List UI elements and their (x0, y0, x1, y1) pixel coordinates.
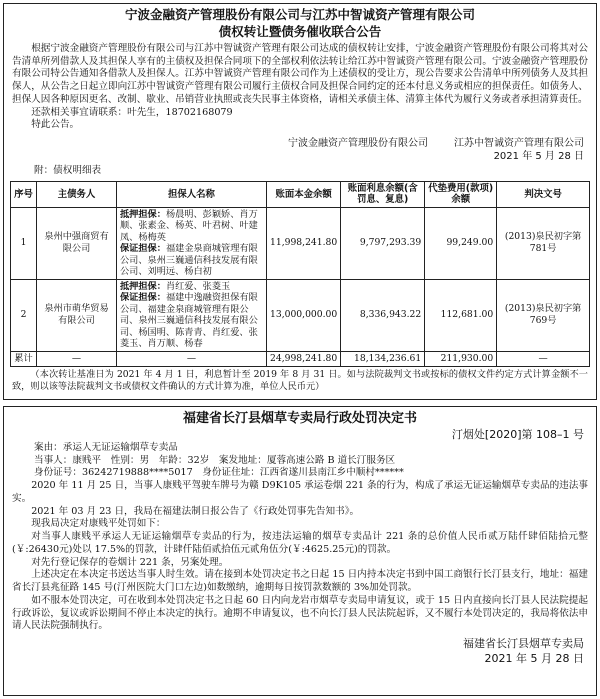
signer-ningbo: 宁波金融资产管理股份有限公司 (288, 138, 428, 149)
row-debtor: 泉州市萌华贸易有限公司 (37, 279, 117, 351)
header-interest: 账面利息余额(含罚息、复息) (341, 182, 425, 208)
table-row (11, 279, 590, 351)
row-judgment: (2013)泉民初字第781号 (497, 207, 590, 279)
table-footnote: （本次转让基准日为 2021 年 4 月 1 日，利息暂计至 2019 年 8 月 31 日。如与法院裁判文书或按标的债权文件约定方式计算金额不一致，则以该等法院裁判文书或债权文件确认的方式计算为准，单位人民币元） (12, 368, 588, 392)
notice2-para-facts: 2020 年 11 月 25 日，当事人康贱平驾驶车牌号为赣 D9K105 承运卷烟 221 条的行为，构成了承运无证运输烟草专卖品的违法事实。 (12, 480, 588, 504)
total-label: 累计 (11, 351, 37, 366)
appendix-label: 附：债权明细表 (34, 165, 102, 177)
total-dash: — (117, 351, 267, 366)
table-row (11, 207, 590, 279)
notice2-doc-number: 汀烟处[2020]第 108–1 号 (451, 427, 584, 441)
notice1-contact: 还款相关事宜请联系：叶先生，18702168079 (31, 106, 233, 118)
notice1-date: 2021 年 5 月 28 日 (493, 151, 584, 163)
total-interest: 18,134,236.61 (341, 351, 425, 366)
case-cause: 案由：承运人无证运输烟草专卖品 (34, 442, 178, 454)
guarantee-label: 保证担保： (120, 292, 166, 304)
party-id-info: 身份证号：36242719888****5017 身份证住址：江西省遂川县南江乡中顺村****** (34, 467, 404, 479)
total-dash: — (37, 351, 117, 366)
header-guarantor: 担保人名称 (117, 182, 267, 208)
total-principal: 24,998,241.80 (267, 351, 341, 366)
row-guarantors (117, 207, 267, 279)
notice1-signers (4, 137, 596, 150)
mortgage-label: 抵押担保： (120, 208, 166, 220)
notice1-title-line2: 债权转让暨债务催收联合公告 (218, 23, 382, 39)
guarantee-label: 保证担保： (120, 243, 166, 255)
notice2-para-payment: 上述决定在本决定书送达当事人时生效。请在接到本处罚决定书之日起 15 日内持本决定书到中国工商银行长汀县支行，地址：福建省长汀县兆征路 145 号(汀州医院大门口左边)如数缴纳，逾期每日按罚款数额的 3%加处罚款。 (12, 569, 588, 594)
notice1-title-line1: 宁波金融资产管理股份有限公司与江苏中智诚资产管理有限公司 (124, 7, 475, 22)
header-no: 序号 (11, 182, 37, 208)
row-interest: 8,336,943.22 (341, 279, 425, 351)
guarantee-guarantors: 福建中逸融资担保有限公司、福建金泉商城管理有限公司、泉州三巍通信科技发展有限公司、杨国明、陈青青、肖红爱、张菱玉、肖万顺、杨春 (120, 292, 258, 350)
header-judgment: 判决文号 (497, 182, 590, 208)
table-header-row (11, 182, 590, 208)
notice2-title: 福建省长汀县烟草专卖局行政处罚决定书 (182, 411, 417, 426)
row-no: 2 (11, 279, 37, 351)
mortgage-guarantors: 肖红爱、张菱玉 (165, 280, 231, 292)
row-no: 1 (11, 207, 37, 279)
row-fee: 99,249.00 (425, 207, 497, 279)
notice1-closing: 特此公告。 (31, 119, 80, 131)
notice2-para-decision: 现我局决定对康贱平处罚如下： (31, 518, 166, 530)
tobacco-penalty-notice (3, 406, 597, 696)
row-judgment: (2013)泉民初字第769号 (497, 279, 590, 351)
notice2-para-fine: 对当事人康贱平承运人无证运输烟草专卖品的行为，按违法运输的烟草专卖品计 221 条的总价值人民币贰万陆仟肆佰陆拾元整(￥:26430元)处以 17.5%的罚款，计肆仟陆佰贰拾伍元贰角伍分(￥:4625.25元)的罚款。 (12, 531, 588, 555)
header-principal: 账面本金余额 (267, 182, 341, 208)
notice1-body: 根据宁波金融资产管理股份有限公司与江苏中智诚资产管理有限公司达成的债权转让安排，宁波金融资产管理股份有限公司将其对公告清单所列借款人及其担保人享有的主债权及担保合同项下的全部权利依法转让给江苏中智诚资产管理有限公司。宁波金融资产管理股份有限公司特公告通知各借款人及担保人。江苏中智诚资产管理有限公司作为上述债权的受让方，现公告要求公告清单中所列债务人及其担保人，从公告之日起立即向江苏中智诚资产管理有限公司履行主债权合同及担保合同约定的还本付息义务或相应的担保责任。如债务人、担保人因各种原因更名、改制、歇业、吊销营业执照或丧失民事主体资格，请相关承债主体、清算主体代为履行义务或者承担清算责任。 (12, 42, 588, 105)
debt-transfer-notice (3, 3, 597, 400)
row-fee: 112,681.00 (425, 279, 497, 351)
row-interest: 9,797,293.39 (341, 207, 425, 279)
mortgage-label: 抵押担保： (120, 280, 166, 292)
row-principal: 11,998,241.80 (267, 207, 341, 279)
row-debtor: 泉州中强商贸有限公司 (37, 207, 117, 279)
signer-jiangsu: 江苏中智诚资产管理有限公司 (454, 138, 584, 149)
row-principal: 13,000,000.00 (267, 279, 341, 351)
debt-detail-table (10, 181, 590, 367)
mortgage-guarantors: 杨晨明、彭颖娇、肖万顺、张素金、杨英、叶君树、叶建凤、杨梅英 (120, 208, 258, 243)
notice2-para-announce: 2021 年 03 月 23 日，我局在福建法制日报公告了《行政处罚事先告知书》。 (31, 505, 360, 517)
guarantee-guarantors: 福建金泉商城管理有限公司、泉州三巍通信科技发展有限公司、刘明远、杨白初 (120, 243, 258, 278)
notice2-signer: 福建省长汀县烟草专卖局 (463, 637, 584, 651)
party-info: 当事人：康贱平 性别：男 年龄：32岁 案发地址：厦蓉高速公路 B 道长汀服务区 (34, 454, 396, 466)
notice2-para-appeal: 如不服本处罚决定，可在收到本处罚决定书之日起 60 日内向龙岩市烟草专卖局申请复议，或于 15 日内直接向长汀县人民法院提起行政诉讼，复议或诉讼期间不停止本决定的执行。逾期不申请复议，也不向长汀县人民法院起诉，又不履行本处罚决定的，我局将依法申请人民法院强制执行。 (12, 594, 588, 632)
row-guarantors (117, 279, 267, 351)
notice2-para-seized: 对先行登记保存的卷烟计 221 条，另案处理。 (31, 556, 229, 568)
notice2-date: 2021 年 5 月 28 日 (484, 651, 584, 665)
header-debtor: 主债务人 (37, 182, 117, 208)
table-total-row (11, 351, 590, 366)
total-fee: 211,930.00 (425, 351, 497, 366)
header-fee: 代垫费用(款项)余额 (425, 182, 497, 208)
total-dash: — (497, 351, 590, 366)
